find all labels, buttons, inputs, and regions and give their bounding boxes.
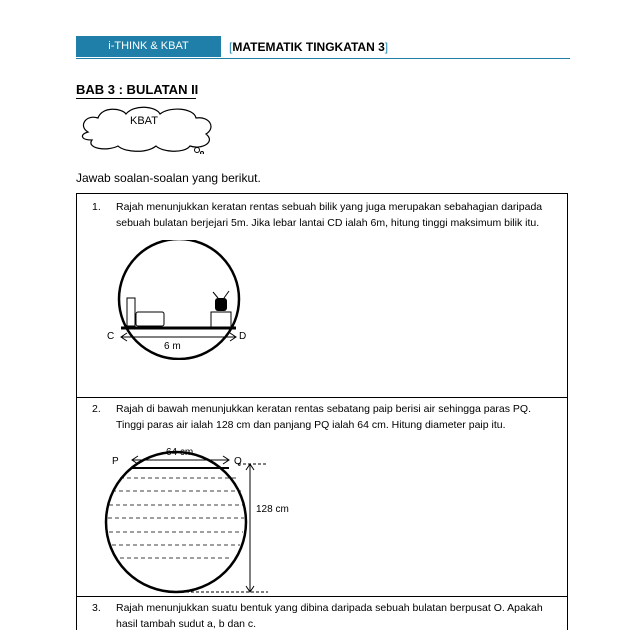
question-1 (92, 199, 552, 231)
header-rule (76, 58, 570, 59)
question-line: hasil tambah sudut a, b dan c. (116, 618, 257, 630)
pipe-circle-diagram (76, 440, 316, 595)
question-number: 2. (92, 403, 101, 415)
label-c: C (107, 331, 115, 342)
question-number: 1. (92, 201, 101, 213)
label-width: 6 m (164, 341, 181, 352)
label-height: 128 cm (256, 504, 289, 515)
chapter-title: BAB 3 : BULATAN II (76, 82, 199, 97)
header-band (76, 36, 221, 57)
row-divider (76, 397, 568, 398)
header-band-text: i-THINK & KBAT (108, 40, 189, 52)
label-q: Q (234, 456, 242, 467)
chapter-underline (76, 98, 196, 99)
question-number: 3. (92, 602, 101, 614)
row-divider (76, 596, 568, 597)
bracket-open: [ (229, 40, 233, 54)
header-title-text: MATEMATIK TINGKATAN 3 (232, 40, 385, 54)
question-3 (92, 600, 552, 632)
question-line: Rajah di bawah menunjukkan keratan rentas sebatang paip berisi air sehingga paras PQ. (116, 403, 532, 415)
bracket-close: ] (384, 40, 389, 54)
question-line: Rajah menunjukkan suatu bentuk yang dibina daripada sebuah bulatan berpusat O. Apakah (116, 602, 543, 614)
label-p: P (112, 456, 119, 467)
label-pq: 64 cm (166, 447, 194, 458)
header-title (229, 40, 388, 54)
question-line: Tinggi paras air ialah 128 cm dan panjang PQ ialah 64 cm. Hitung diameter paip itu. (116, 419, 506, 431)
label-d: D (239, 331, 247, 342)
instruction-text: Jawab soalan-soalan yang berikut. (76, 171, 261, 185)
question-line: sebuah bulatan berjejari 5m. Jika lebar lantai CD ialah 6m, hitung tinggi maksimum bilik itu. (116, 217, 540, 229)
thought-cloud-icon (76, 104, 226, 154)
question-2 (92, 401, 552, 433)
question-line: Rajah menunjukkan keratan rentas sebuah bilik yang juga merupakan sebahagian daripada (116, 201, 543, 213)
room-circle-diagram (76, 240, 276, 360)
cloud-label: KBAT (130, 115, 158, 127)
